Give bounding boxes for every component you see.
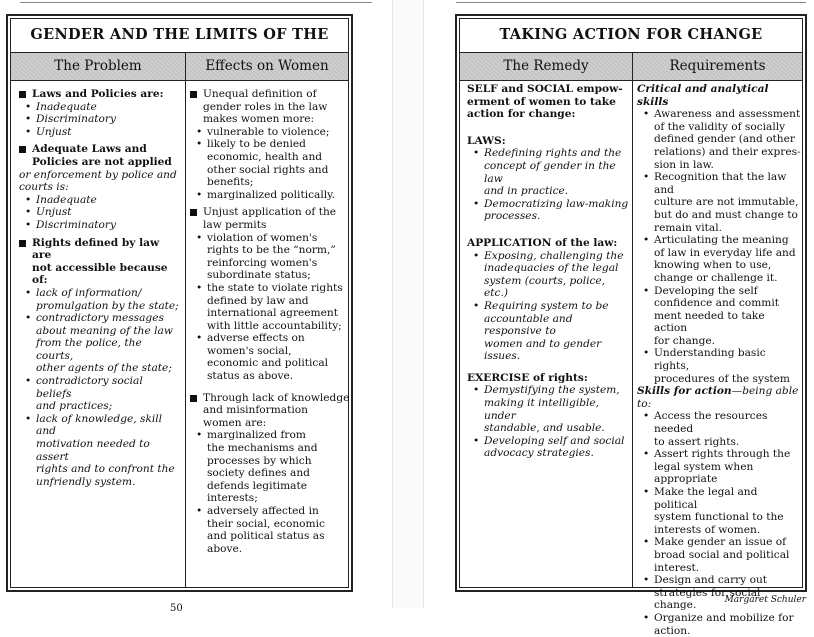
bullet-line: appropriate — [654, 473, 718, 486]
bullet-item — [25, 101, 181, 114]
bullet-dot-icon: • — [473, 197, 480, 210]
bullet-dot-icon: • — [643, 347, 650, 360]
remedy-intro — [467, 83, 629, 121]
bullet-line: Developing self and social — [484, 434, 625, 447]
bullet-line: knowing when to use, — [654, 259, 772, 272]
left-page — [0, 0, 392, 614]
bullet-dot-icon: • — [643, 536, 650, 549]
bullet-line: Exposing, challenging the — [484, 249, 624, 262]
bullet-line: Unjust — [36, 125, 72, 138]
bullet-dot-icon: • — [196, 281, 203, 294]
block-line: or enforcement by police and — [19, 168, 177, 181]
bullet-line: system (courts, police, etc.) — [484, 274, 606, 300]
bullet-line: with little accountability; — [207, 319, 342, 332]
block-line: women are: — [203, 416, 267, 429]
bullet-line: and in practice. — [484, 185, 569, 198]
bullet-dot-icon: • — [473, 249, 480, 262]
bullet-line: sion in law. — [654, 158, 714, 171]
bullet-item — [25, 113, 181, 126]
bullet-item — [196, 332, 352, 382]
block-line: SELF and SOCIAL empow- — [467, 83, 623, 95]
bullet-item — [196, 429, 352, 505]
bullet-line: about meaning of the law — [36, 324, 173, 337]
bullet-dot-icon: • — [25, 125, 32, 138]
page-gutter — [392, 0, 424, 608]
effects-unequal — [190, 88, 352, 126]
problem-laws-policies — [19, 88, 181, 101]
col-header-effects: Effects on Women — [186, 53, 348, 81]
author-credit: Margaret Schuler — [724, 595, 806, 605]
bullet-dot-icon: • — [643, 108, 650, 121]
col-header-requirements: Requirements — [633, 53, 802, 81]
effects-lack-knowledge — [190, 392, 352, 430]
bullet-line: defends legitimate — [207, 479, 308, 492]
block-line: and misinformation — [203, 404, 308, 417]
block-line: law permits — [203, 218, 267, 231]
bullet-item — [196, 282, 352, 332]
block-line: erment of women to take — [467, 95, 616, 108]
spacer — [467, 223, 629, 232]
bullet-item — [473, 198, 629, 223]
bullet-line: status as above. — [207, 370, 294, 383]
bullet-line: Inadequate — [36, 100, 97, 113]
bullet-line: processes. — [484, 210, 541, 223]
bullet-line: women's social, — [207, 344, 292, 357]
bullet-item — [643, 171, 801, 234]
bullet-dot-icon: • — [25, 375, 32, 388]
remedy-laws-heading: LAWS: — [467, 134, 506, 147]
bullet-line: economic and political — [207, 357, 329, 370]
bullet-dot-icon: • — [196, 429, 203, 442]
bullet-dot-icon: • — [643, 284, 650, 297]
bullet-line: marginalized from — [207, 429, 306, 442]
bullet-line: Discriminatory — [36, 113, 116, 126]
left-title: GENDER AND THE LIMITS OF THE — [11, 19, 348, 53]
bullet-line: the mechanisms and — [207, 442, 318, 455]
right-title: TAKING ACTION FOR CHANGE — [460, 19, 802, 53]
bullet-line: lack of knowledge, skill and — [36, 412, 163, 438]
bullet-dot-icon: • — [643, 448, 650, 461]
spacer — [190, 383, 352, 392]
bullet-line: Redefining rights and the — [484, 147, 622, 160]
bullet-line: defined by law and — [207, 294, 309, 307]
bullet-line: concept of gender in the law — [484, 159, 616, 185]
top-rule — [456, 2, 806, 3]
bullet-item — [196, 505, 352, 555]
bullet-line: contradictory messages — [36, 312, 164, 325]
bullet-item — [643, 612, 801, 637]
remedy-exercise-heading: EXERCISE of rights: — [467, 371, 588, 384]
bullet-line: Understanding basic rights, — [654, 347, 766, 373]
bullet-dot-icon: • — [196, 231, 203, 244]
bullet-line: and political status as — [207, 530, 325, 543]
bullet-line: violation of women's — [207, 231, 318, 244]
bullet-dot-icon: • — [196, 125, 203, 138]
bullet-line: ment needed to take action — [654, 309, 765, 335]
problem-column — [19, 83, 181, 488]
bullet-line: likely to be denied — [207, 138, 306, 151]
bullet-line: reinforcing women's — [207, 256, 318, 269]
bullet-item — [643, 574, 801, 612]
bullet-line: Discriminatory — [36, 218, 116, 231]
bullet-line: adverse effects on — [207, 332, 305, 345]
bullet-item — [25, 219, 181, 232]
bullet-item — [643, 285, 801, 348]
bullet-dot-icon: • — [473, 147, 480, 160]
bullet-dot-icon: • — [643, 171, 650, 184]
bullet-item — [643, 536, 801, 574]
bullet-line: procedures of the system — [654, 372, 790, 385]
bullet-line: motivation needed to assert — [36, 438, 150, 463]
block-line: Policies are not applied — [32, 155, 172, 168]
block-line: Unjust application of the — [203, 206, 337, 219]
skills-for-action-label: Skills for action — [637, 385, 732, 398]
bullet-line: Requiring system to be — [484, 299, 609, 312]
right-page — [424, 0, 814, 637]
bullet-line: culture are not immutable, — [654, 196, 799, 209]
bullet-line: defined gender (and other — [654, 133, 795, 146]
bullet-line: women and to gender issues. — [484, 337, 602, 363]
bullet-line: rights to be the “norm,” — [207, 244, 336, 257]
bullet-line: economic, health and — [207, 150, 323, 163]
bullet-dot-icon: • — [25, 113, 32, 126]
problem-not-applied-list — [19, 194, 181, 232]
bullet-dot-icon: • — [643, 574, 650, 587]
bullet-item — [473, 384, 629, 434]
block-line: Through lack of knowledge — [203, 391, 350, 404]
effects-unjust — [190, 206, 352, 231]
page-number: 50 — [170, 603, 183, 614]
bullet-item — [196, 126, 352, 139]
bullet-line: advocacy strategies. — [484, 447, 594, 460]
bullet-line: unfriendly system. — [36, 475, 136, 488]
top-rule — [20, 2, 372, 3]
bullet-line: remain vital. — [654, 221, 722, 234]
left-box-frame — [10, 18, 349, 588]
bullet-line: but do and must change to — [654, 208, 798, 221]
bullet-dot-icon: • — [196, 188, 203, 201]
bullet-item — [643, 234, 801, 284]
bullet-line: Assert rights through the — [654, 448, 791, 461]
requirements-column — [637, 83, 801, 637]
bullet-item — [25, 287, 181, 312]
bullet-line: for change. — [654, 334, 716, 347]
bullet-item — [25, 194, 181, 207]
bullet-line: accountable and responsive to — [484, 312, 573, 338]
bullet-line: Democratizing law-making — [484, 197, 629, 210]
bullet-line: standable, and usable. — [484, 422, 605, 435]
bullet-line: confidence and commit — [654, 297, 779, 310]
bullet-item — [643, 347, 801, 385]
bullet-dot-icon: • — [473, 299, 480, 312]
bullet-item — [196, 232, 352, 282]
bullet-dot-icon: • — [25, 286, 32, 299]
bullet-line: Recognition that the law and — [654, 171, 787, 196]
bullet-dot-icon: • — [643, 486, 650, 498]
bullet-line: system functional to the — [654, 511, 784, 524]
block-line: not accessible because of: — [32, 261, 168, 287]
bullet-line: interests of women. — [654, 523, 761, 536]
bullet-item — [25, 413, 181, 489]
bullet-line: international agreement — [207, 307, 338, 320]
bullet-line: benefits; — [207, 176, 254, 189]
block-line: courts is: — [19, 181, 69, 194]
bullet-dot-icon: • — [25, 218, 32, 231]
bullet-line: vulnerable to violence; — [207, 125, 330, 138]
square-bullet-icon — [190, 395, 197, 402]
bullet-dot-icon: • — [25, 312, 32, 325]
bullet-line: broad social and political — [654, 548, 790, 561]
bullet-line: other agents of the state; — [36, 362, 172, 375]
bullet-line: action. — [654, 624, 691, 637]
effects-column — [190, 83, 352, 555]
bullet-dot-icon: • — [643, 234, 650, 247]
block-line: Unequal definition of — [203, 88, 317, 100]
requirements-critical-heading: Critical and analytical skills — [637, 83, 769, 108]
bullet-line: the state to violate rights — [207, 281, 343, 294]
problem-not-applied-sub — [19, 169, 181, 194]
bullet-item — [643, 448, 801, 486]
bullet-line: their social, economic — [207, 517, 325, 530]
bullet-line: from the police, the courts, — [36, 337, 142, 362]
bullet-line: processes by which — [207, 454, 312, 467]
bullet-line: Inadequate — [36, 193, 97, 206]
bullet-line: contradictory social beliefs — [36, 375, 143, 400]
square-bullet-icon — [190, 209, 197, 216]
col-header-problem: The Problem — [11, 53, 185, 81]
bullet-dot-icon: • — [196, 138, 203, 151]
requirements-action-heading — [637, 385, 801, 410]
bullet-item — [196, 138, 352, 188]
column-divider — [632, 53, 633, 587]
bullet-line: marginalized politically. — [207, 188, 336, 201]
bullet-item — [25, 375, 181, 413]
bullet-item — [643, 410, 801, 448]
bullet-item — [25, 126, 181, 139]
bullet-line: strategies for social change. — [654, 586, 761, 612]
bullet-line: other social rights and — [207, 163, 329, 176]
block-line: action for change: — [467, 108, 576, 121]
square-bullet-icon — [19, 240, 26, 247]
bullet-item — [473, 250, 629, 300]
block-line: makes women more: — [203, 113, 315, 126]
bullet-dot-icon: • — [196, 505, 203, 517]
bullet-line: promulgation by the state; — [36, 299, 179, 312]
block-line: Adequate Laws and — [32, 143, 147, 156]
bullet-line: interest. — [654, 561, 700, 574]
bullet-line: Developing the self — [654, 284, 758, 297]
bullet-dot-icon: • — [25, 412, 32, 425]
column-divider — [185, 53, 186, 587]
bullet-dot-icon: • — [643, 611, 650, 624]
square-bullet-icon — [19, 91, 26, 98]
remedy-column — [467, 83, 629, 460]
bullet-line: of law in everyday life and — [654, 246, 796, 259]
bullet-line: Access the resources needed — [654, 410, 768, 436]
bullet-line: and practices; — [36, 400, 113, 413]
bullet-line: subordinate status; — [207, 269, 311, 282]
problem-not-accessible — [19, 237, 181, 287]
square-bullet-icon — [190, 91, 197, 98]
bullet-item — [196, 189, 352, 202]
spacer — [467, 121, 629, 130]
bullet-line: interests; — [207, 492, 258, 505]
block-line: gender roles in the law — [203, 100, 328, 113]
bullet-item — [25, 312, 181, 375]
bullet-line: adversely affected in — [207, 505, 319, 517]
bullet-line: society defines and — [207, 467, 310, 480]
bullet-line: Design and carry out — [654, 574, 768, 587]
bullet-line: making it intelligible, under — [484, 397, 600, 422]
bullet-item — [643, 108, 801, 171]
bullet-line: of the validity of socially — [654, 120, 786, 133]
bullet-line: relations) and their expres- — [654, 145, 801, 158]
bullet-line: inadequacies of the legal — [484, 262, 619, 275]
bullet-item — [473, 300, 629, 363]
bullet-line: Articulating the meaning — [654, 234, 789, 247]
bullet-line: legal system when — [654, 460, 754, 473]
bullet-dot-icon: • — [473, 384, 480, 397]
skills-for-action-rest: —being able to: — [637, 385, 799, 410]
remedy-application-heading: APPLICATION of the law: — [467, 236, 618, 249]
bullet-line: Make gender an issue of — [654, 536, 787, 549]
spacer — [467, 363, 629, 372]
bullet-line: change or challenge it. — [654, 271, 778, 284]
bullet-line: lack of information/ — [36, 286, 142, 299]
col-header-remedy: The Remedy — [460, 53, 632, 81]
bullet-item — [473, 147, 629, 197]
bullet-dot-icon: • — [25, 193, 32, 206]
block-line: Laws and Policies are: — [32, 88, 164, 100]
bullet-line: above. — [207, 542, 243, 555]
block-line: Rights defined by law are — [32, 236, 160, 262]
bullet-item — [473, 435, 629, 460]
bullet-line: to assert rights. — [654, 435, 740, 448]
bullet-line: rights and to confront the — [36, 463, 175, 476]
bullet-item — [643, 486, 801, 536]
bullet-dot-icon: • — [643, 410, 650, 423]
bullet-line: Demystifying the system, — [484, 384, 620, 397]
bullet-line: Awareness and assessment — [654, 108, 801, 121]
bullet-line: Organize and mobilize for — [654, 611, 794, 624]
bullet-line: Unjust — [36, 206, 72, 219]
bullet-dot-icon: • — [25, 206, 32, 219]
bullet-dot-icon: • — [473, 434, 480, 447]
bullet-dot-icon: • — [25, 100, 32, 113]
problem-not-applied — [19, 143, 181, 168]
left-box — [6, 14, 353, 592]
bullet-line: Make the legal and political — [654, 486, 758, 511]
bullet-item — [25, 206, 181, 219]
bullet-dot-icon: • — [196, 332, 203, 345]
square-bullet-icon — [19, 146, 26, 153]
